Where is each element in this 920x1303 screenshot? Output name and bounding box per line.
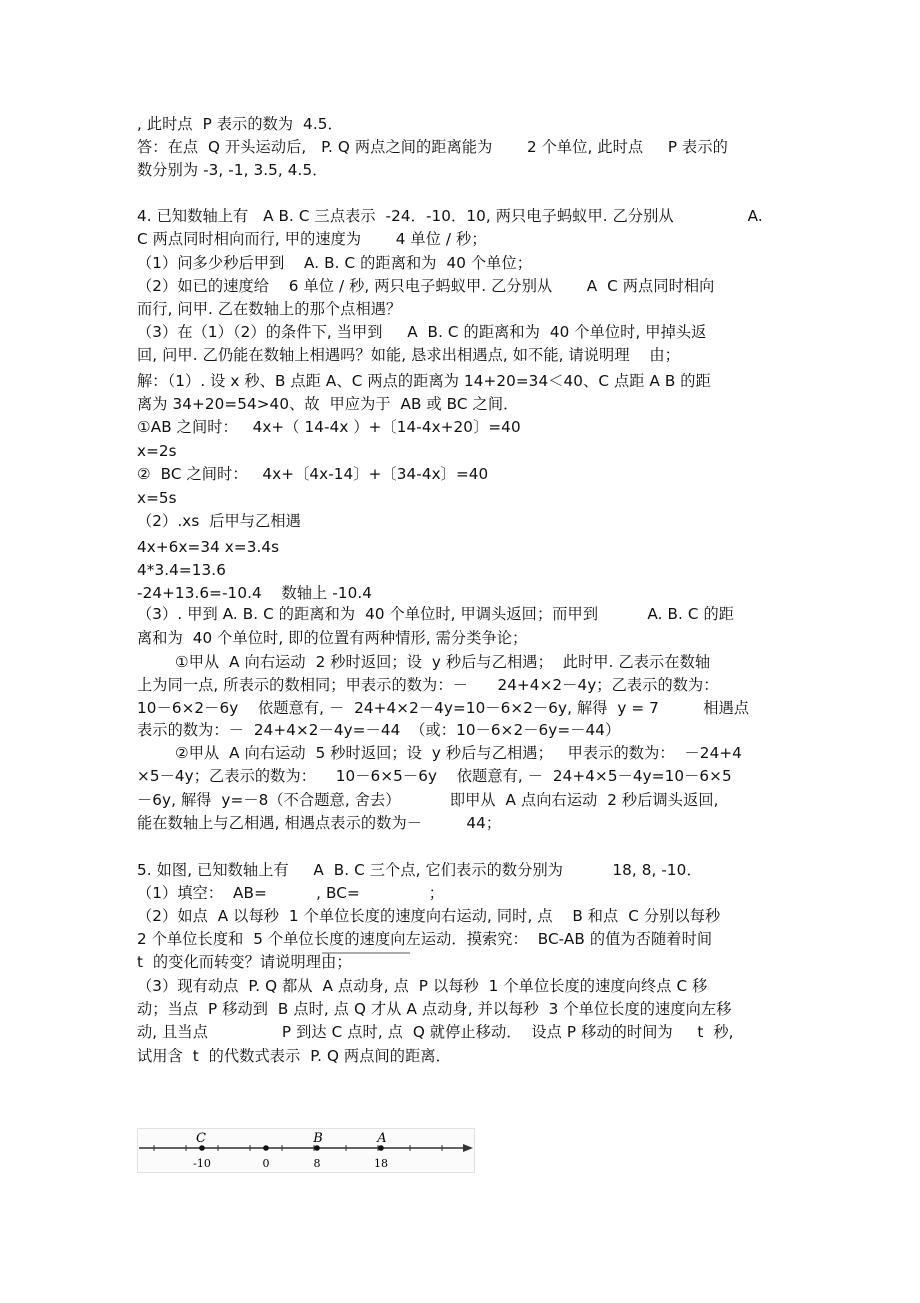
text-line: （2）如已的速度给 6 单位 / 秒, 两只电子蚂蚁甲. 乙分别从 A C 两点同时相向 [137,277,715,295]
text-line: （1）填空： AB= , BC= ； [137,884,445,902]
text-line: 回, 问甲. 乙仍能在数轴上相遇吗？如能, 恳求出相遇点, 如不能, 请说明理 由； [137,346,680,364]
text-line: （3）. 甲到 A. B. C 的距离和为 40 个单位时, 甲调头返回；而甲到 A. B. C 的距 [137,605,735,623]
text-line: （3）在（1）（2）的条件下, 当甲到 A B. C 的距离和为 40 个单位时, 甲掉头返 [137,323,707,341]
text-line: 解：（1）. 设 x 秒、B 点距 A、C 两点的距离为 14+20=34＜40、C 点距 A B 的距 [137,372,711,390]
tick-label-8: 8 [313,1157,321,1170]
text-line: （2）如点 A 以每秒 1 个单位长度的速度向右运动, 同时, 点 B 和点 C 分别以每秒 [137,907,721,925]
text-line: 而行, 问甲. 乙在数轴上的那个点相遇？ [137,300,402,318]
problem-5-title: 5. 如图, 已知数轴上有 A B. C 三个点, 它们表示的数分别为 18, 8, -10． [137,861,702,879]
text-line: C 两点同时相向而行, 甲的速度为 4 单位 / 秒； [137,230,487,248]
tick-label-0: 0 [262,1157,270,1170]
text-line: -24+13.6=-10.4 数轴上 -10.4 [137,584,373,602]
text-line: ② BC 之间时： 4x+〔4x-14〕+〔34-4x〕=40 [137,465,489,483]
text-line: 表示的数为：－ 24+4×2－4y=－44 （或：10－6×2－6y=－44） [137,721,621,739]
text-line: 试用含 t 的代数式表示 P. Q 两点间的距离． [137,1047,451,1065]
text-line: （1）问多少秒后甲到 A. B. C 的距离和为 40 个单位； [137,254,533,272]
underline-mark [322,950,412,956]
point-a-dot [378,1145,384,1151]
number-line-svg [137,1128,477,1176]
text-line: x=5s [137,489,177,507]
tick-label-18: 18 [374,1157,388,1170]
point-c-dot [199,1145,205,1151]
text-line: 上为同一点, 所表示的数相同；甲表示的数为：－ 24+4×2－4y；乙表示的数为： [137,676,719,694]
text-line: 4x+6x=34 x=3.4s [137,538,280,556]
tick-label-neg10: -10 [193,1157,211,1170]
text-line: t 的变化而转变？请说明理由； [137,953,352,971]
label-a: A [377,1131,387,1146]
text-line: 动, 且当点 P 到达 C 点时, 点 Q 就停止移动． 设点 P 移动的时间为 t 秒, [137,1023,734,1041]
point-origin-dot [263,1145,269,1151]
number-line-figure [137,1128,477,1176]
label-c: C [196,1131,206,1146]
text-line: 4*3.4=13.6 [137,561,226,579]
text-line: x=2s [137,442,177,460]
text-line: ×5－4y；乙表示的数为： 10－6×5－6y 依题意有, － 24+4×5－4y=10－6×5 [137,767,732,785]
label-b: B [313,1131,323,1146]
problem-4-title: 4. 已知数轴上有 A B. C 三点表示 -24．-10．10, 两只电子蚂蚁甲. 乙分别从 A. [137,207,763,225]
text-line: ①甲从 A 向右运动 2 秒时返回；设 y 秒后与乙相遇； 此时甲. 乙表示在数轴 [175,653,711,671]
text-line: （2）.xs 后甲与乙相遇 [137,512,301,530]
text-line: 2 个单位长度和 5 个单位长度的速度向左运动．摸索究： BC-AB 的值为否随着时间 [137,930,713,948]
text-line: , 此时点 P 表示的数为 4.5． [137,115,343,133]
text-line: －6y, 解得 y=－8（不合题意, 舍去） 即甲从 A 点向右运动 2 秒后调头返回, [137,791,719,809]
text-line: 10－6×2－6y 依题意有, － 24+4×2－4y=10－6×2－6y, 解得 y = 7 相遇点 [137,699,750,717]
text-line: 动；当点 P 移动到 B 点时, 点 Q 才从 A 点动身, 并以每秒 3 个单位长度的速度向左移 [137,1000,732,1018]
text-line: 能在数轴上与乙相遇, 相遇点表示的数为－ 44； [137,814,502,832]
text-line: 离和为 40 个单位时, 即的位置有两种情形, 需分类争论； [137,629,528,647]
point-b-dot [314,1145,320,1151]
text-line: 数分别为 -3, -1, 3.5, 4.5． [137,161,328,179]
text-line: （3）现有动点 P. Q 都从 A 点动身, 点 P 以每秒 1 个单位长度的速度向终点 C 移 [137,977,708,995]
text-line: ②甲从 A 向右运动 5 秒时返回；设 y 秒后与乙相遇； 甲表示的数为： －24+4 [175,744,742,762]
text-line: ①AB 之间时： 4x+（ 14-4x ）+〔14-4x+20〕=40 [137,418,521,436]
text-line: 离为 34+20=54>40、故 甲应为于 AB 或 BC 之间． [137,395,519,413]
text-line: 答：在点 Q 开头运动后, P. Q 两点之间的距离能为 2 个单位, 此时点 P 表示的 [137,138,728,156]
